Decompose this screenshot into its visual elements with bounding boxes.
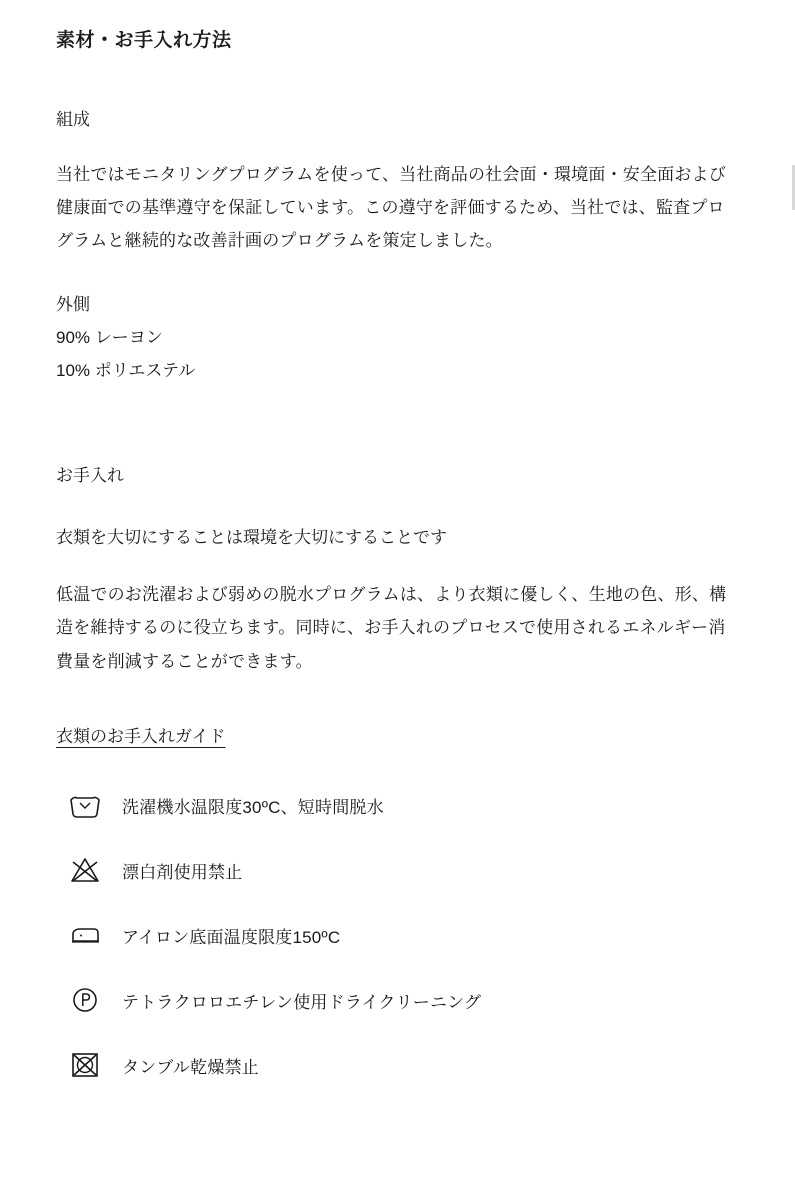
symbol-label: 漂白剤使用禁止 [122, 862, 243, 882]
symbol-label: テトラクロロエチレン使用ドライクリーニング [122, 992, 482, 1012]
material-line: 90% レーヨン [56, 327, 163, 347]
page-title: 素材・お手入れ方法 [56, 30, 232, 51]
wash-tub-icon [56, 791, 114, 819]
composition-part-label: 外側 [56, 294, 90, 314]
list-item [56, 773, 739, 838]
list-item [56, 903, 739, 968]
list-item [56, 1033, 739, 1098]
care-heading: お手入れ [56, 465, 124, 485]
symbol-label: タンブル乾燥禁止 [122, 1057, 259, 1077]
care-lead-text: 衣類を大切にすることは環境を大切にすることです [56, 527, 447, 547]
symbol-label: 洗濯機水温限度30ºC、短時間脱水 [122, 797, 384, 817]
material-line: 10% ポリエステル [56, 360, 196, 380]
dryclean-circle-p-icon [56, 986, 114, 1014]
symbol-label: アイロン底面温度限度150ºC [122, 927, 341, 947]
care-guide-link[interactable]: 衣類のお手入れガイド [56, 726, 226, 746]
care-symbol-list [56, 773, 739, 1098]
composition-details [56, 288, 739, 387]
no-tumble-dry-icon [56, 1051, 114, 1079]
composition-heading: 組成 [56, 109, 90, 129]
composition-paragraph: 当社ではモニタリングプログラムを使って、当社商品の社会面・環境面・安全面および健康面での基準遵守を保証しています。この遵守を評価するため、当社では、監査プログラムと継続的な改善計画のプログラムを策定しました。 [56, 165, 726, 251]
list-item [56, 838, 739, 903]
care-body-text: 低温でのお洗濯および弱めの脱水プログラムは、より衣類に優しく、生地の色、形、構造を維持するのに役立ちます。同時に、お手入れのプロセスで使用されるエネルギー消費量を削減することができます。 [56, 585, 727, 671]
no-bleach-triangle-icon [56, 856, 114, 884]
list-item [56, 968, 739, 1033]
iron-icon [56, 921, 114, 949]
